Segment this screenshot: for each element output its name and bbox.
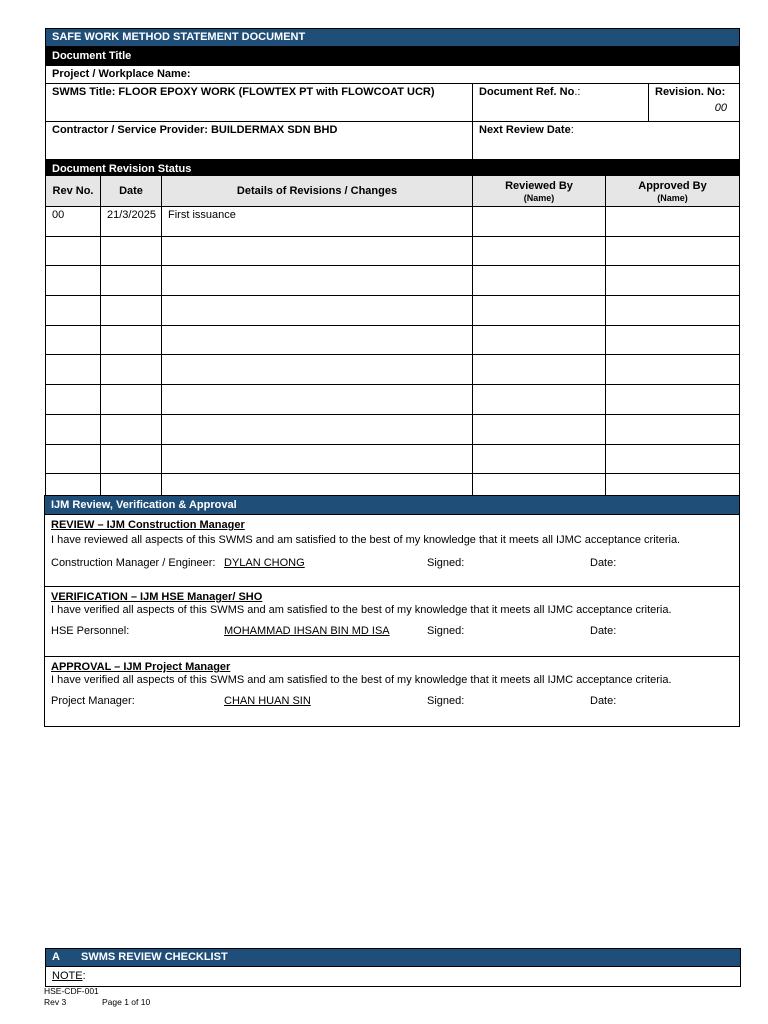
cell-approved [606,444,740,474]
table-row [46,444,740,474]
cell-rev [46,236,101,266]
revision-status-heading: Document Revision Status [46,160,740,179]
cell-date [101,414,162,444]
note-label: NOTE [52,970,83,982]
table-row [46,355,740,385]
cell-details [162,325,473,355]
cell-reviewed [473,236,606,266]
approved-by-name-note: (Name) [657,192,688,203]
col-header-reviewed-by [473,176,606,207]
checklist-heading [46,949,740,966]
verification-sign-row [51,625,733,641]
page-footer [44,986,151,1008]
approval-section [45,656,739,726]
cell-details [162,236,473,266]
review-person-name: DYLAN CHONG [224,557,305,569]
cell-reviewed [473,385,606,415]
col-header-rev-no: Rev No. [46,176,101,207]
checklist-title: SWMS REVIEW CHECKLIST [81,951,228,963]
approval-person-name: CHAN HUAN SIN [224,695,311,707]
approval-statement: I have verified all aspects of this SWMS and am satisfied to the best of my knowledge that it meets all IJMC acceptance criteria. [51,674,672,686]
revision-no-label: Revision. No: [655,86,726,98]
table-row [46,325,740,355]
cell-reviewed [473,207,606,237]
verification-role-label: HSE Personnel: [51,625,130,637]
reviewed-by-name-note: (Name) [523,192,555,203]
review-signed-label: Signed: [427,557,465,569]
col-header-date: Date [101,176,162,207]
cell-rev [46,414,101,444]
verification-statement: I have verified all aspects of this SWMS and am satisfied to the best of my knowledge that it meets all IJMC acceptance criteria. [51,604,672,616]
ijm-approval-box [44,495,740,727]
next-review-label: Next Review Date [479,124,571,136]
cell-approved [606,325,740,355]
table-row [46,266,740,296]
cell-rev [46,355,101,385]
footer-page-number: Page 1 of 10 [102,997,151,1007]
verification-signed-label: Signed: [427,625,465,637]
cell-rev [46,296,101,326]
approval-signed-label: Signed: [427,695,465,707]
cell-details [162,266,473,296]
document-header-table [45,28,740,179]
col-header-approved-by [606,176,740,207]
cell-details [162,385,473,415]
document-ref-suffix: .: [574,86,581,98]
review-statement: I have reviewed all aspects of this SWMS and am satisfied to the best of my knowledge that it meets all IJMC acceptance criteria. [51,534,681,546]
table-row [46,236,740,266]
cell-approved [606,266,740,296]
table-row [46,207,740,237]
cell-approved [606,385,740,415]
review-section [45,514,739,586]
cell-date [101,385,162,415]
approval-date-label: Date: [590,695,617,707]
cell-date [101,355,162,385]
verification-section [45,586,739,656]
cell-rev [46,444,101,474]
cell-approved [606,207,740,237]
cell-rev [46,325,101,355]
approval-sign-row [51,695,733,711]
cell-details [162,414,473,444]
checklist-section-letter: A [52,951,60,963]
cell-date [101,325,162,355]
table-row [46,296,740,326]
cell-reviewed [473,444,606,474]
col-header-details: Details of Revisions / Changes [162,176,473,207]
cell-reviewed [473,266,606,296]
cell-date [101,236,162,266]
next-review-field [473,122,740,160]
cell-details [162,355,473,385]
document-heading: SAFE WORK METHOD STATEMENT DOCUMENT [46,29,740,47]
verification-title: VERIFICATION – IJM HSE Manager/ SHO [51,591,263,603]
cell-rev [46,266,101,296]
cell-reviewed [473,414,606,444]
cell-approved [606,355,740,385]
cell-date [101,266,162,296]
approved-by-label: Approved By [638,179,707,192]
revision-no-field [649,84,740,122]
cell-reviewed [473,355,606,385]
cell-rev: 00 [46,207,101,237]
cell-date: 21/3/2025 [101,207,162,237]
table-row [46,385,740,415]
revision-no-value: 00 [714,102,727,114]
cell-details [162,296,473,326]
review-sign-row [51,557,733,573]
approval-title: APPROVAL – IJM Project Manager [51,661,231,673]
cell-approved [606,296,740,326]
revision-status-table [45,175,740,504]
cell-approved [606,236,740,266]
next-review-suffix: : [570,124,574,136]
cell-date [101,296,162,326]
contractor-field: Contractor / Service Provider: BUILDERMAX SDN BHD [46,122,473,160]
verification-person-name: MOHAMMAD IHSAN BIN MD ISA [224,625,390,637]
reviewed-by-label: Reviewed By [505,179,573,192]
cell-reviewed [473,325,606,355]
document-ref-field [473,84,649,122]
approval-role-label: Project Manager: [51,695,135,707]
note-suffix: : [82,970,86,982]
document-title-label: Document Title [46,47,740,66]
verification-date-label: Date: [590,625,617,637]
cell-rev [46,385,101,415]
ijm-heading: IJM Review, Verification & Approval [45,496,739,514]
cell-date [101,444,162,474]
review-role-label: Construction Manager / Engineer: [51,557,216,569]
cell-reviewed [473,296,606,326]
review-title: REVIEW – IJM Construction Manager [51,519,245,531]
footer-doc-code: HSE-CDF-001 [44,986,99,996]
project-name-field: Project / Workplace Name: [46,66,740,84]
checklist-note [46,966,740,986]
cell-approved [606,414,740,444]
document-ref-label: Document Ref. No [479,86,575,98]
review-date-label: Date: [590,557,617,569]
footer-rev: Rev 3 [44,997,67,1007]
cell-details: First issuance [162,207,473,237]
swms-review-checklist [45,948,741,987]
table-row [46,414,740,444]
swms-title: SWMS Title: FLOOR EPOXY WORK (FLOWTEX PT with FLOWCOAT UCR) [46,84,473,122]
cell-details [162,444,473,474]
